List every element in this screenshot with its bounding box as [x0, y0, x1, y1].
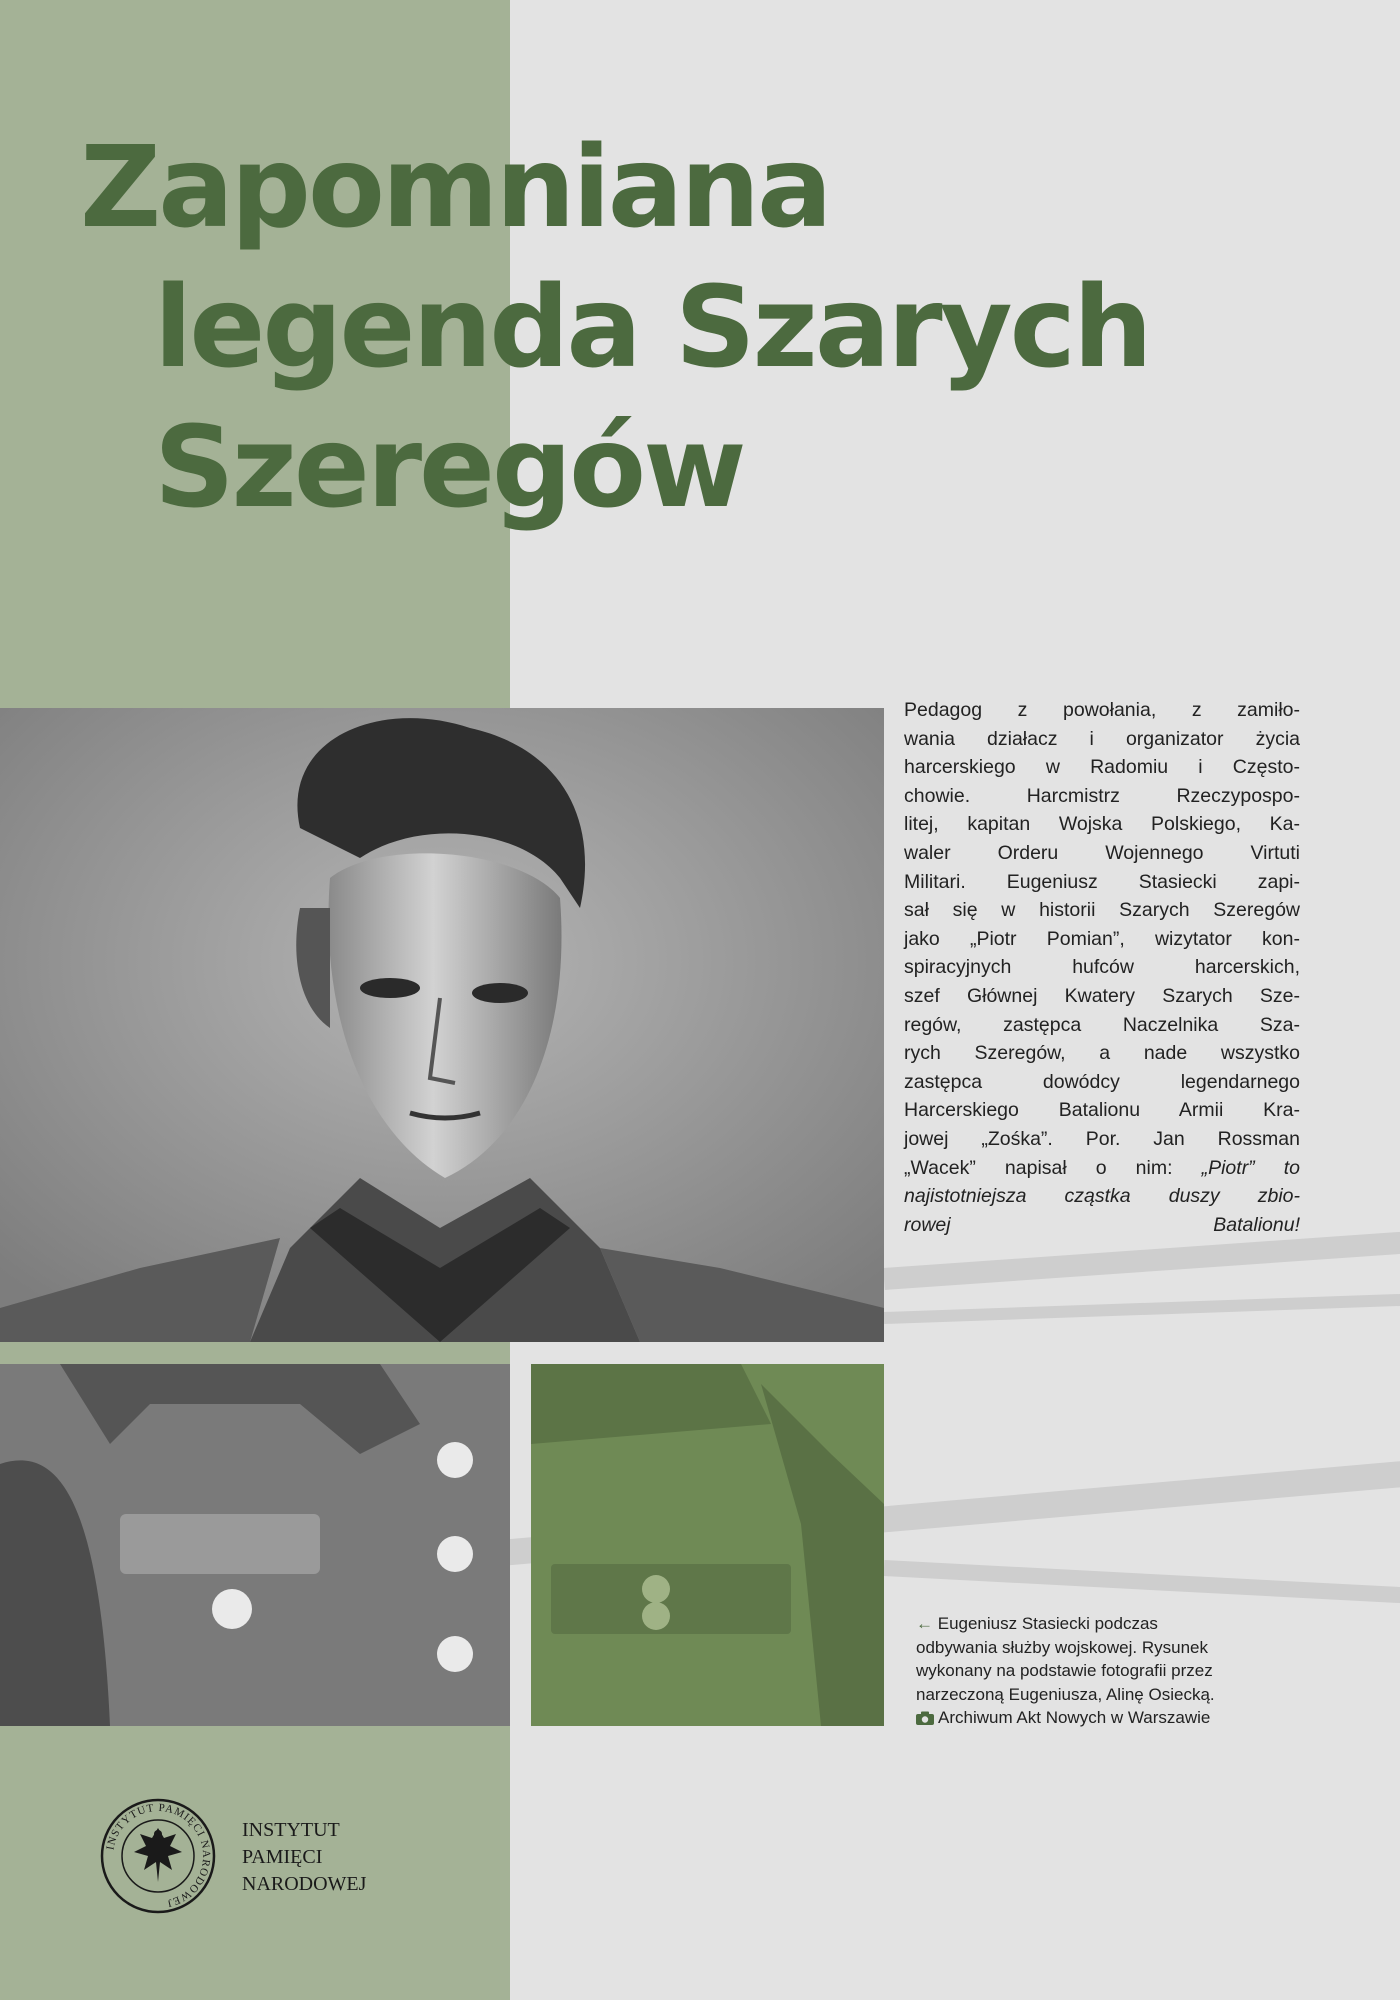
- arrow-left-icon: ←: [916, 1614, 933, 1633]
- quote-text: „Piotr” to: [1201, 1156, 1301, 1179]
- camera-icon: [916, 1708, 934, 1732]
- photo-credit: Archiwum Akt Nowych w Warszawie: [938, 1708, 1211, 1727]
- title-line-2: legenda Szarych: [154, 263, 1150, 393]
- title-line-3: Szeregów: [154, 403, 744, 533]
- institution-name: INSTYTUT PAMIĘCI NARODOWEJ: [242, 1819, 367, 1895]
- svg-text:INSTYTUT PAMIĘCI NARODOWEJ: INSTYTUT PAMIĘCI NARODOWEJ: [104, 1801, 213, 1910]
- ipn-seal-logo: [100, 1798, 216, 1914]
- photo-caption: ← Eugeniusz Stasiecki podczas odbywania służby wojskowej. Rysunek wykonany na podstawie fotografii przez narzeczoną Eugeniusza, Alinę Osiecką. Archiwum Akt Nowych w Warszawie: [916, 1612, 1316, 1732]
- title-line-1: Zapomniana: [80, 123, 830, 253]
- biography-text: Pedagog z powołania, z zamiło- wania działacz i organizator życia harcerskiego w Radomiu i Często- chowie. Harcmistrz Rzeczypospo- litej, kapitan Wojska Polskiego, Ka- waler Orderu Wojennego Virtuti Militari. Eugeniusz Stasiecki zapi- sał się w historii Szarych Szeregów jako „Piotr Pomian”, wizytator kon- spiracyjnych hufców harcerskich, szef Głównej Kwatery Szarych Sze- regów, zastępca Naczelnika Sza- rych Szeregów, a nade wszystko zastępca dowódcy legendarnego Harcerskiego Batalionu Armii Kra- jowej „Zośka”. Por. Jan Rossman „Wacek” napisał o nim: „Piotr” to najistotniejsza cząstka duszy zbio- rowej Batalionu!: [904, 699, 1301, 1236]
- uniform-drawing-green: [531, 1364, 884, 1726]
- page-title: [80, 118, 1150, 538]
- decorative-streak: [884, 1292, 1400, 1324]
- uniform-detail-photo: [0, 1364, 510, 1726]
- portrait-photo: [0, 708, 884, 1342]
- decorative-streak: [884, 1560, 1400, 1605]
